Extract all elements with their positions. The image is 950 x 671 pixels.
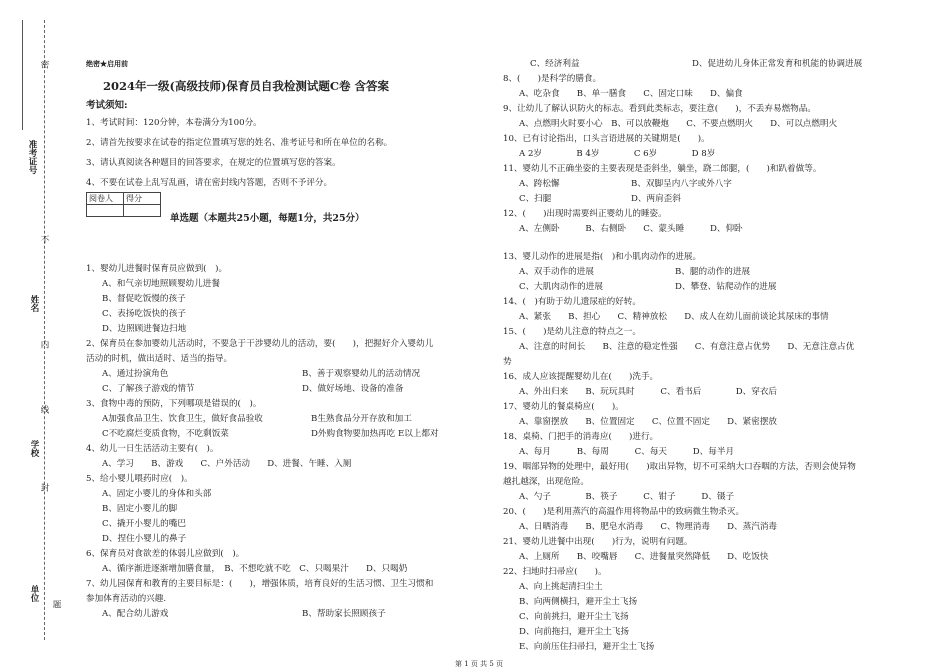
option: C、向前挑扫，避开尘土飞扬 [519, 612, 629, 622]
option: C、撬开小婴儿的嘴巴 [102, 519, 186, 529]
option: A、日晒消毒 B、肥皂水消毒 C、物理消毒 D、蒸汽消毒 [519, 522, 778, 532]
name-label: 姓名 [29, 295, 39, 312]
option: A、注意的时间长 B、注意的稳定性强 C、有意注意占优势 D、无意注意占优 [519, 342, 855, 352]
secret-tag: 绝密★启用前 [86, 59, 128, 68]
score-blank [124, 205, 161, 217]
seal-char: 内 [39, 340, 49, 349]
option: D、攀登、钻爬动作的进展 [675, 282, 777, 292]
notice-item: 3、请认真阅读各种题目的回答要求，在规定的位置填写您的答案。 [86, 158, 341, 168]
option: A、左侧卧 B、右侧卧 C、蒙头睡 D、仰卧 [519, 224, 743, 234]
question-7-cont: 参加体育活动的兴趣. [86, 594, 167, 604]
question-4: 4、幼儿一日生活活动主要有( )。 [86, 444, 219, 454]
option: E、向前压住扫帚扫，避开尘土飞扬 [519, 642, 655, 652]
paper-title: 2024年一级(高级技师)保育员自我检测试题C卷 含答案 [103, 79, 390, 93]
question-22: 22、扫地时扫帚应( )。 [503, 567, 607, 577]
seal-char: 线 [39, 405, 49, 414]
option: D、两肩歪斜 [631, 194, 681, 204]
question-18: 18、桌椅、门把手的消毒应( )进行。 [503, 432, 659, 442]
option: B、善于观察婴幼儿的活动情况 [302, 369, 421, 379]
option: B、帮助家长照顾孩子 [302, 609, 386, 619]
option: A、紧张 B、担心 C、精神放松 D、成人在幼儿面前谈论其尿床的事情 [519, 312, 829, 322]
option: A、循序渐进逐渐增加膳食量， B、不想吃就不吃 C、只喝果汁 D、只喝奶 [102, 564, 408, 574]
question-1: 1、婴幼儿进餐时保育员应做到( )。 [86, 264, 228, 274]
question-6: 6、保育员对食欲差的体弱儿应做到( )。 [86, 549, 245, 559]
option: C、了解孩子游戏的情节 [102, 384, 195, 394]
question-20: 20、( )是利用蒸汽的高温作用将物品中的致病微生物杀灭。 [503, 507, 745, 517]
grader-blank [87, 205, 124, 217]
notice-item: 2、请首先按要求在试卷的指定位置填写您的姓名、准考证号和所在单位的名称。 [86, 138, 393, 148]
option: D、做好场地、设备的准备 [302, 384, 404, 394]
option: B、腿的动作的进展 [675, 267, 751, 277]
option: A、吃杂食 B、单一膳食 C、固定口味 D、偏食 [519, 89, 743, 99]
question-3: 3、食物中毒的预防，下列哪项是错误的( )。 [86, 399, 262, 409]
option: B生熟食品分开存放和加工 [311, 414, 412, 424]
option-cont: 势 [503, 357, 512, 367]
section-title: 单选题（本题共25小题，每题1分，共25分） [170, 213, 365, 224]
option: A、上厕所 B、咬嘴唇 C、进餐量突然降低 D、吃饭快 [519, 552, 769, 562]
grader-cell: 阅卷人 [87, 193, 124, 205]
option: A、向上挑起清扫尘土 [519, 582, 603, 592]
question-10: 10、已有讨论指出，口头言语进展的关键期是( )。 [503, 134, 710, 144]
option: A、固定小婴儿的身体和头部 [102, 489, 212, 499]
option: A、靠窗摆放 B、位置固定 C、位置不固定 D、紧密摆放 [519, 417, 778, 427]
seal-char: 封 [39, 483, 49, 492]
exam-no-underline [22, 20, 23, 130]
option: C不吃腐烂变质食物，不吃剩饭菜 [102, 429, 229, 439]
question-19: 19、咽部异物的处理中，最好用( )取出异物，切不可采纳大口吞咽的方法，否则会使异物 [503, 462, 856, 472]
option: B、固定小婴儿的脚 [102, 504, 178, 514]
option: D、向前拖扫，避开尘土飞扬 [519, 627, 630, 637]
option: B、督促吃饭慢的孩子 [102, 294, 186, 304]
option: D、捏住小婴儿的鼻子 [102, 534, 187, 544]
score-table [86, 192, 161, 217]
page-footer: 第 1 页 共 5 页 [455, 660, 504, 668]
question-2: 2、保育员在参加婴幼儿活动时，不要急于干涉婴幼儿的活动，要( )，把握好介入婴幼儿 [86, 339, 434, 349]
notice-item: 4、不要在试卷上乱写乱画，请在密封线内答题，否则不予评分。 [86, 178, 333, 188]
option: D外购食物要加热再吃 E以上都对 [311, 429, 439, 439]
option: A、通过扮演角色 [102, 369, 169, 379]
question-13: 13、婴儿动作的进展是指( )和小肌肉动作的进展。 [503, 252, 702, 262]
option: A 2岁 B 4岁 C 6岁 D 8岁 [519, 149, 716, 159]
notice-item: 1、考试时间：120分钟，本卷满分为100分。 [86, 118, 262, 128]
question-17: 17、婴幼儿的餐桌椅应( )。 [503, 402, 624, 412]
question-9: 9、让幼儿了解认识防火的标志。看到此类标志，要注意( )，不丢弃易燃物品。 [503, 104, 816, 114]
question-14: 14、( )有助于幼儿遗尿症的好转。 [503, 297, 641, 307]
option: A、每月 B、每周 C、每天 D、每半月 [519, 447, 735, 457]
question-5: 5、给小婴儿喂药时应( )。 [86, 474, 193, 484]
seal-side-char: 题 [51, 600, 61, 609]
option: D、促进幼儿身体正常发育和机能的协调进展 [692, 59, 863, 69]
question-11: 11、婴幼儿不正确坐姿的主要表现是歪斜坐，躺坐，跷二郎腿，( )和趴着做等。 [503, 164, 822, 174]
question-19-cont: 越扎越深，出现危险。 [503, 477, 589, 487]
option: A、外出归来 B、玩玩具时 C、看书后 D、穿衣后 [519, 387, 778, 397]
option: B、向两侧横扫，避开尘土飞扬 [519, 597, 638, 607]
question-12: 12、( )出现时需要纠正婴幼儿的睡姿。 [503, 209, 667, 219]
question-7: 7、幼儿园保育和教育的主要目标是：( )，增强体质，培育良好的生活习惯、卫生习惯和 [86, 579, 434, 589]
exam-no-label: 准考证号 [27, 140, 37, 174]
question-21: 21、婴幼儿进餐中出现( )行为，说明有问题。 [503, 537, 693, 547]
option: A加强食品卫生、饮食卫生，做好食品验收 [102, 414, 263, 424]
question-2-cont: 活动的时机，做出适时、适当的指导。 [86, 354, 233, 364]
school-label: 学校 [29, 440, 39, 457]
option: C、表扬吃饭快的孩子 [102, 309, 186, 319]
question-8: 8、( )是科学的膳食。 [503, 74, 602, 84]
seal-line [44, 20, 45, 640]
option: C、经济利益 [530, 59, 580, 69]
question-15: 15、( )是幼儿注意的特点之一。 [503, 327, 641, 337]
option: B、双脚呈内八字或外八字 [631, 179, 732, 189]
option: A、双手动作的进展 [519, 267, 594, 277]
seal-char: 密 [39, 60, 49, 69]
option: A、配合幼儿游戏 [102, 609, 169, 619]
option: C、扫腿 [519, 194, 552, 204]
score-cell: 得分 [124, 193, 161, 205]
option: A、点燃明火时要小心 B、可以放鞭炮 C、不要点燃明火 D、可以点燃明火 [519, 119, 838, 129]
question-16: 16、成人应该提醒婴幼儿在( )洗手。 [503, 372, 659, 382]
seal-char: 不 [39, 235, 49, 244]
notice-title: 考试须知: [86, 100, 128, 111]
option: A、勺子 B、筷子 C、钳子 D、镊子 [519, 492, 735, 502]
option: A、学习 B、游戏 C、户外活动 D、进餐、午睡、入厕 [102, 459, 352, 469]
unit-label: 单位 [29, 585, 39, 602]
option: C、大肌肉动作的进展 [519, 282, 603, 292]
option: D、边照顾进餐边扫地 [102, 324, 187, 334]
option: A、跨松懈 [519, 179, 560, 189]
option: A、和气亲切地照顾婴幼儿进餐 [102, 279, 220, 289]
